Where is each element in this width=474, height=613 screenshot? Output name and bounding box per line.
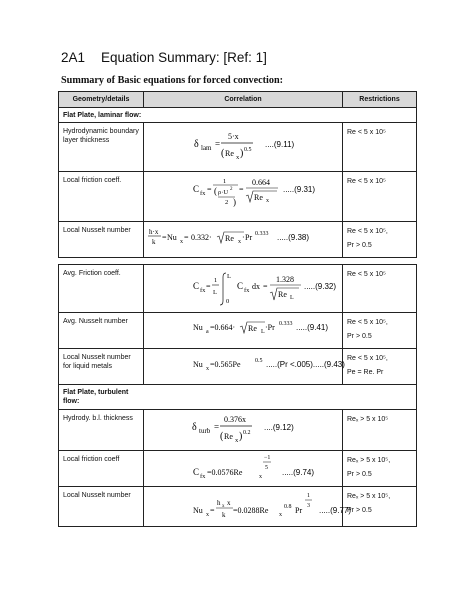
svg-text:dx: dx: [252, 282, 260, 291]
svg-text:1: 1: [214, 277, 218, 284]
svg-text:L: L: [213, 289, 217, 296]
svg-text:Re: Re: [225, 234, 234, 244]
table-row: [59, 172, 417, 222]
svg-text:x: x: [266, 198, 269, 205]
table-row: [59, 313, 417, 349]
table-row: [59, 349, 417, 385]
svg-text:.....(9.31): .....(9.31): [283, 185, 316, 195]
svg-text:C: C: [237, 281, 244, 291]
svg-text:Pr: Pr: [295, 505, 303, 515]
svg-text:0.333: 0.333: [255, 231, 269, 238]
svg-text:h: h: [217, 498, 221, 507]
svg-text:x: x: [206, 511, 209, 518]
correlation-cell: [144, 409, 343, 450]
svg-text:1: 1: [223, 178, 227, 186]
svg-text:Nu: Nu: [193, 360, 203, 370]
equation-bl-thickness: [144, 123, 343, 171]
equation-turbulent-local-nusselt: [144, 487, 352, 526]
svg-text:5·x: 5·x: [228, 132, 239, 142]
svg-text:k: k: [152, 238, 156, 247]
svg-text:2: 2: [230, 187, 233, 193]
svg-text:(: (: [221, 148, 225, 160]
svg-text:x: x: [206, 366, 209, 373]
restrictions-cell: Re < 5 x 10⁵: [343, 123, 417, 172]
svg-text:L: L: [290, 295, 294, 301]
svg-text:....(9.12): ....(9.12): [264, 422, 294, 432]
table-row: [59, 123, 417, 172]
geometry-cell: Local Nusselt number: [59, 486, 144, 526]
svg-text:fx: fx: [200, 472, 206, 480]
svg-text:Re: Re: [224, 431, 233, 441]
svg-text:0.5: 0.5: [255, 358, 263, 365]
svg-text:lam: lam: [201, 144, 212, 153]
svg-text:=: =: [215, 139, 221, 150]
correlation-cell: [144, 265, 343, 313]
svg-text:=0.664·: =0.664·: [210, 323, 236, 332]
geometry-cell: Local Nusselt number: [59, 222, 144, 258]
svg-text:·: ·: [242, 233, 245, 243]
svg-text:=: =: [207, 185, 212, 195]
svg-text:.....(Pr <.005).....(9.43): .....(Pr <.005).....(9.43): [266, 360, 345, 370]
geometry-cell: Hydrodynamic boundary layer thickness: [59, 123, 144, 172]
section-turbulent: Flat Plate, turbulent flow:: [59, 385, 417, 409]
svg-text:.....(9.77): .....(9.77): [319, 505, 352, 515]
svg-text:δ: δ: [194, 139, 199, 151]
svg-text:2: 2: [225, 199, 229, 207]
svg-text:): ): [233, 197, 236, 208]
geometry-cell: Hydrody. b.l. thickness: [59, 409, 144, 450]
svg-text:Nu: Nu: [193, 323, 203, 332]
svg-text:0.332·: 0.332·: [191, 233, 212, 243]
svg-text:ρ·U: ρ·U: [218, 189, 229, 197]
svg-text:x: x: [259, 473, 262, 480]
col-header-correlation: Correlation: [144, 92, 343, 108]
svg-text:=: =: [239, 185, 244, 195]
svg-text:3: 3: [307, 502, 310, 509]
svg-text:=: =: [162, 233, 167, 243]
svg-text:.....(9.41): .....(9.41): [296, 323, 329, 332]
correlation-cell: [144, 313, 343, 349]
restrictions-cell: Re < 5 x 10⁵, Pr > 0.5: [343, 313, 417, 349]
page-heading: [61, 50, 267, 65]
svg-text:=0.0576Re: =0.0576Re: [207, 467, 243, 477]
svg-text:a: a: [206, 329, 209, 335]
geometry-cell: Avg. Nusselt number: [59, 313, 144, 349]
geometry-cell: Local friction coeff: [59, 450, 144, 486]
svg-text:x: x: [222, 503, 225, 509]
col-header-geometry: Geometry/details: [59, 92, 144, 108]
svg-text:C: C: [193, 184, 200, 195]
svg-text:.....(9.38): .....(9.38): [277, 233, 310, 243]
col-header-restrictions: Restrictions: [343, 92, 417, 108]
svg-text:fx: fx: [200, 190, 206, 198]
svg-text:=0.565Pe: =0.565Pe: [210, 360, 241, 370]
equation-table-averages-turbulent: [58, 264, 417, 527]
equation-local-friction: [144, 172, 343, 221]
svg-text:h·x: h·x: [149, 228, 159, 237]
equation-turbulent-bl-thickness: [144, 410, 343, 450]
geometry-cell: Avg. Friction coeff.: [59, 265, 144, 313]
svg-text:5: 5: [265, 464, 268, 471]
svg-text:1.328: 1.328: [276, 275, 294, 284]
svg-text:Pr: Pr: [245, 233, 253, 243]
svg-text:x: x: [236, 154, 240, 162]
svg-text:.....(9.32): .....(9.32): [304, 282, 337, 291]
svg-text:): ): [239, 430, 243, 442]
correlation-cell: [144, 172, 343, 222]
restrictions-cell: Re < 5 x 10⁵, Pr > 0.5: [343, 222, 417, 258]
svg-text:·Pr: ·Pr: [265, 323, 275, 332]
correlation-cell: [144, 450, 343, 486]
svg-text:0.2: 0.2: [243, 429, 251, 436]
equation-table-laminar: [58, 91, 417, 258]
svg-text:−1: −1: [264, 454, 271, 461]
restrictions-cell: Re < 5 x 10⁵: [343, 265, 417, 313]
svg-text:1: 1: [307, 492, 310, 499]
svg-text:C: C: [193, 281, 200, 291]
restrictions-cell: Reₓ > 5 x 10⁵: [343, 409, 417, 450]
table-row: [59, 265, 417, 313]
svg-text:L: L: [261, 329, 265, 335]
restrictions-cell: Re < 5 x 10⁵, Pe = Re. Pr: [343, 349, 417, 385]
equation-local-nusselt: [144, 222, 343, 257]
svg-text:x: x: [180, 239, 183, 246]
svg-text:=: =: [184, 233, 189, 243]
table-row: [59, 409, 417, 450]
summary-subheading: Summary of Basic equations for forced convection:: [61, 75, 284, 86]
svg-text:(: (: [220, 430, 224, 442]
svg-text:0.5: 0.5: [244, 147, 252, 154]
table-row: [59, 486, 417, 526]
svg-text:Nu: Nu: [167, 233, 177, 243]
svg-text:fx: fx: [244, 287, 250, 294]
svg-text:Nu: Nu: [193, 505, 203, 515]
svg-text:0.8: 0.8: [284, 503, 292, 510]
svg-text:k: k: [222, 510, 226, 519]
svg-text:.....(9.74): .....(9.74): [282, 467, 315, 477]
restrictions-cell: Reₓ > 5 x 10⁵, Pr > 0.5: [343, 486, 417, 526]
svg-text:0.376x: 0.376x: [224, 414, 246, 424]
svg-text:Re: Re: [278, 290, 287, 299]
correlation-cell: [144, 123, 343, 172]
equation-avg-nusselt: [144, 313, 343, 342]
section-laminar: Flat Plate, laminar flow:: [59, 108, 417, 123]
svg-text:=: =: [214, 421, 220, 432]
heading-title: Equation Summary: [Ref: 1]: [101, 50, 267, 65]
svg-text:): ): [240, 148, 244, 160]
svg-text:Re: Re: [254, 193, 263, 203]
restrictions-cell: Reₓ > 5 x 10⁵, Pr > 0.5: [343, 450, 417, 486]
svg-text:turb: turb: [199, 426, 211, 435]
svg-text:L: L: [227, 273, 231, 280]
svg-text:C: C: [193, 466, 200, 477]
svg-text:fx: fx: [200, 287, 206, 294]
svg-text:....(9.11): ....(9.11): [265, 140, 295, 150]
correlation-cell: [144, 349, 343, 385]
equation-turbulent-local-friction: [144, 451, 343, 486]
correlation-cell: [144, 486, 352, 526]
svg-text:=: =: [206, 282, 211, 291]
restrictions-cell: Re < 5 x 10⁵: [343, 172, 417, 222]
svg-text:x: x: [279, 511, 282, 518]
table-row: [59, 450, 417, 486]
svg-text:=: =: [263, 282, 268, 291]
svg-text:(: (: [214, 186, 217, 197]
equation-avg-friction: [144, 265, 343, 312]
svg-text:0.333: 0.333: [279, 321, 293, 327]
geometry-cell: Local friction coeff.: [59, 172, 144, 222]
svg-text:x: x: [238, 239, 241, 246]
svg-text:0: 0: [226, 298, 230, 305]
svg-text:=0.0288Re: =0.0288Re: [233, 505, 269, 515]
equation-liquid-metals: [144, 349, 343, 380]
svg-text:x: x: [235, 436, 239, 444]
svg-text:Re: Re: [248, 324, 257, 333]
table-row: [59, 222, 417, 258]
svg-text:x: x: [227, 498, 231, 507]
svg-text:0.664: 0.664: [252, 178, 270, 188]
correlation-cell: [144, 222, 343, 258]
heading-code: 2A1: [61, 50, 86, 65]
svg-text:Re: Re: [225, 149, 234, 159]
svg-text:=: =: [210, 505, 215, 515]
svg-text:δ: δ: [192, 421, 197, 433]
geometry-cell: Local Nusselt number for liquid metals: [59, 349, 144, 385]
